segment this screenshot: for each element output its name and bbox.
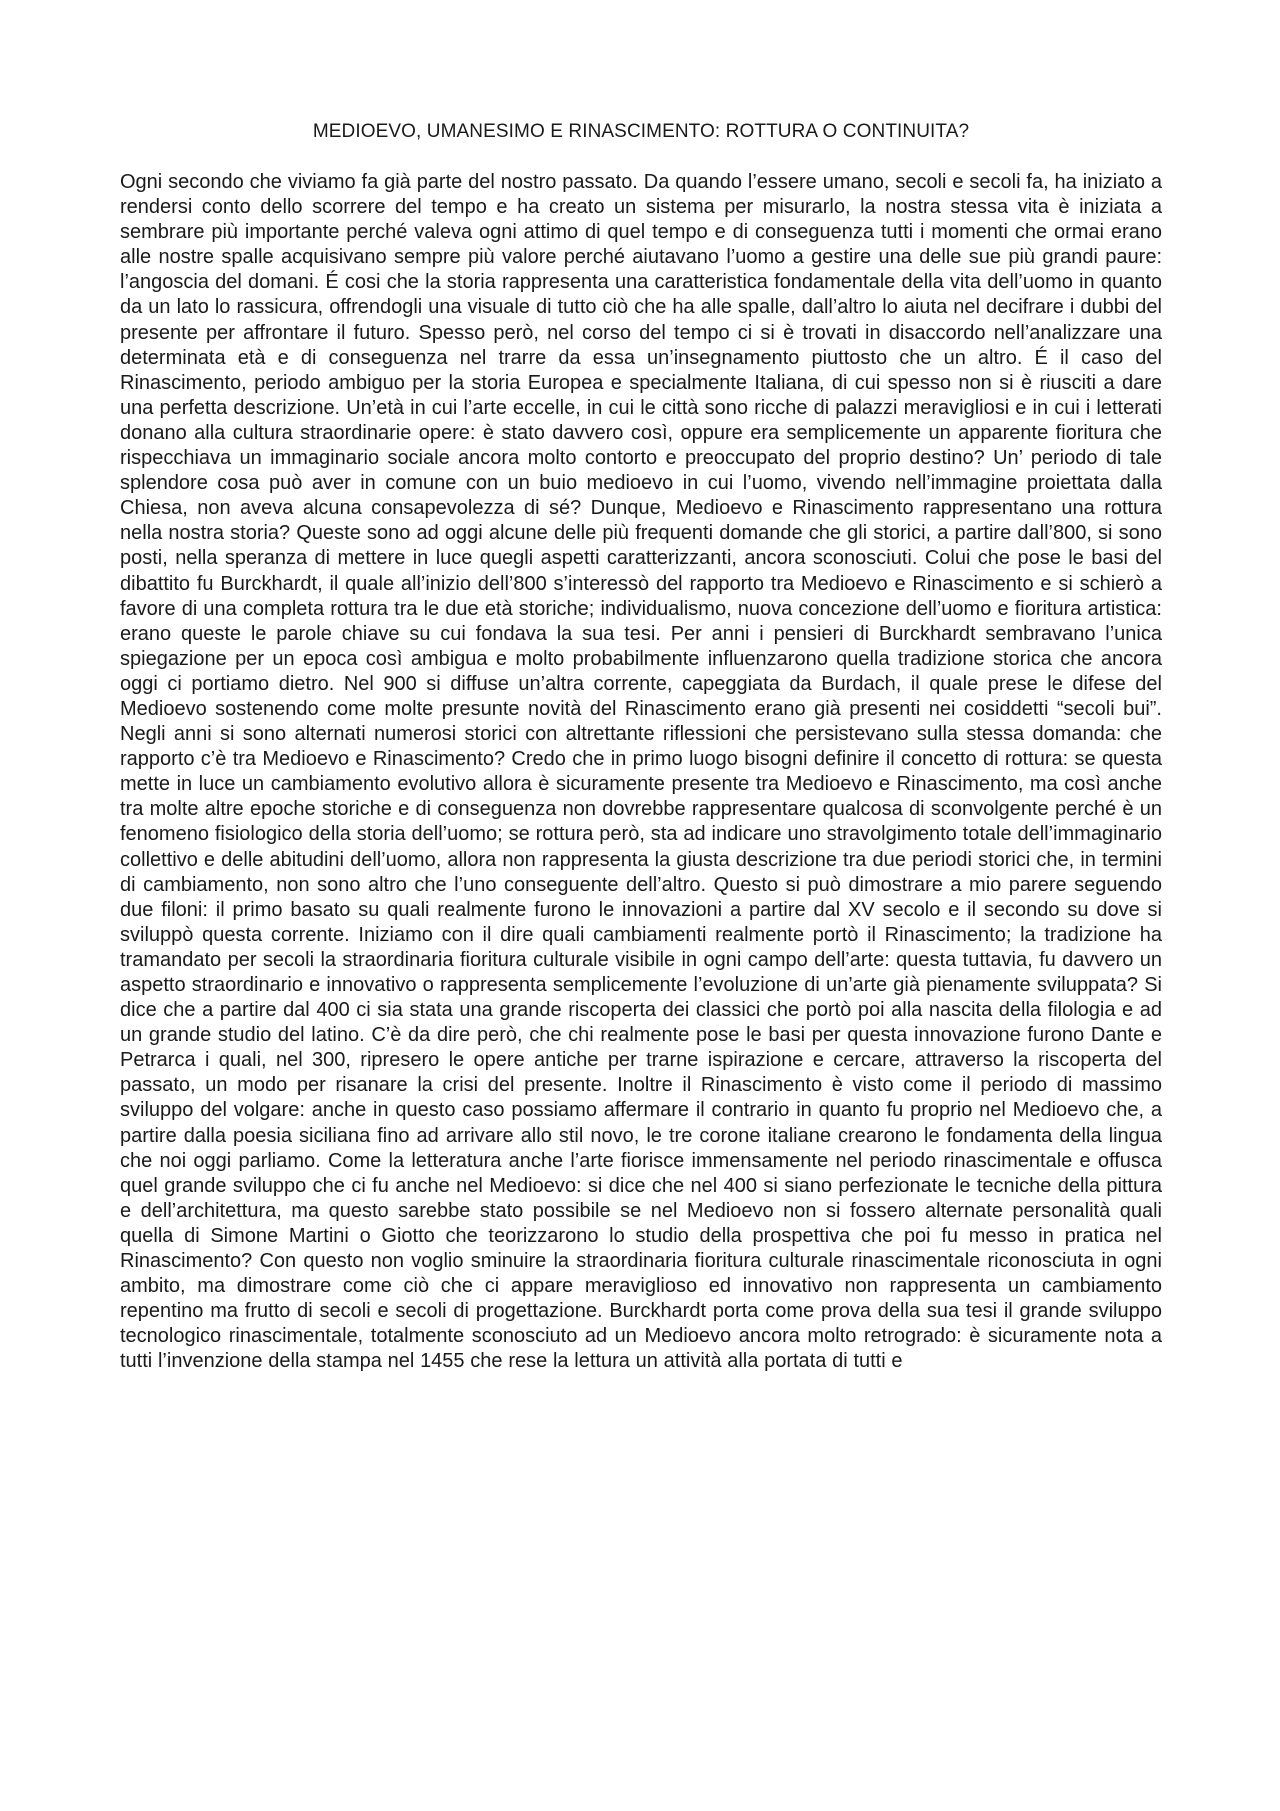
document-title: MEDIOEVO, UMANESIMO E RINASCIMENTO: ROTTURA O CONTINUITA?	[312, 121, 970, 142]
document-body-paragraph: Ogni secondo che viviamo fa già parte del nostro passato. Da quando l’essere umano, secoli e secoli fa, ha iniziato a rendersi conto dello scorrere del tempo e ha creato un sistema per misurarlo, la nostra stessa vita è iniziata a sembrare più importante perché valeva ogni attimo di quel tempo e di conseguenza tutti i momenti che ormai erano alle nostre spalle acquisivano sempre più valore perché aiutavano l’uomo a gestire una delle sue più grandi paure: l’angoscia del domani. É cosi che la storia rappresenta una caratteristica fondamentale della vita dell’uomo in quanto da un lato lo rassicura, offrendogli una visuale di tutto ciò che ha alle spalle, dall’altro lo aiuta nel decifrare i dubbi del presente per affrontare il futuro. Spesso però, nel corso del tempo ci si è trovati in disaccordo nell’analizzare una determinata età e di conseguenza nel trarre da essa un’insegnamento piuttosto che un altro. É il caso del Rinascimento, periodo ambiguo per la storia Europea e specialmente Italiana, di cui spesso non si è riusciti a dare una perfetta descrizione. Un’età in cui l’arte eccelle, in cui le città sono ricche di palazzi meravigliosi e in cui i letterati donano alla cultura straordinarie opere: è stato davvero così, oppure era semplicemente un apparente fioritura che rispecchiava un immaginario sociale ancora molto contorto e preoccupato del proprio destino? Un’ periodo di tale splendore cosa può aver in comune con un buio medioevo in cui l’uomo, vivendo nell’immagine proiettata dalla Chiesa, non aveva alcuna consapevolezza di sé? Dunque, Medioevo e Rinascimento rappresentano una rottura nella nostra storia? Queste sono ad oggi alcune delle più frequenti domande che gli storici, a partire dall’800, si sono posti, nella speranza di mettere in luce quegli aspetti caratterizzanti, ancora sconosciuti. Colui che pose le basi del dibattito fu Burckhardt, il quale all’inizio dell’800 s’interessò del rapporto tra Medioevo e Rinascimento e si schierò a favore di una completa rottura tra le due età storiche; individualismo, nuova concezione dell’uomo e fioritura artistica: erano queste le parole chiave su cui fondava la sua tesi. Per anni i pensieri di Burckhardt sembravano l’unica spiegazione per un epoca così ambigua e molto probabilmente influenzarono quella tradizione storica che ancora oggi ci portiamo dietro. Nel 900 si diffuse un’altra corrente, capeggiata da Burdach, il quale prese le difese del Medioevo sostenendo come molte presunte novità del Rinascimento erano già presenti nei cosiddetti “secoli bui”. Negli anni si sono alternati numerosi storici con altrettante riflessioni che persistevano sulla stessa domanda: che rapporto c’è tra Medioevo e Rinascimento? Credo che in primo luogo bisogni definire il concetto di rottura: se questa mette in luce un cambiamento evolutivo allora è sicuramente presente tra Medioevo e Rinascimento, ma così anche tra molte altre epoche storiche e di conseguenza non dovrebbe rappresentare qualcosa di sconvolgente perché è un fenomeno fisiologico della storia dell’uomo; se rottura però, sta ad indicare uno stravolgimento totale dell’immaginario collettivo e delle abitudini dell’uomo, allora non rappresenta la giusta descrizione tra due periodi storici che, in termini di cambiamento, non sono altro che l’uno conseguente dell’altro. Questo si può dimostrare a mio parere seguendo due filoni: il primo basato su quali realmente furono le innovazioni a partire dal XV secolo e il secondo su dove si sviluppò questa corrente. Iniziamo con il dire quali cambiamenti realmente portò il Rinascimento; la tradizione ha tramandato per secoli la straordinaria fioritura culturale visibile in ogni campo dell’arte: questa tuttavia, fu davvero un aspetto straordinario e innovativo o rappresenta semplicemente l’evoluzione di un’arte già pienamente sviluppata? Si dice che a partire dal 400 ci sia stata una grande riscoperta dei classici che portò poi alla nascita della filologia e ad un grande studio del latino. C’è da dire però, che chi realmente pose le basi per questa innovazione furono Dante e Petrarca i quali, nel 300, ripresero le opere antiche per trarne ispirazione e cercare, attraverso la riscoperta del passato, un modo per risanare la crisi del presente. Inoltre il Rinascimento è visto come il periodo di massimo sviluppo del volgare: anche in questo caso possiamo affermare il contrario in quanto fu proprio nel Medioevo che, a partire dalla poesia siciliana fino ad arrivare allo stil novo, le tre corone italiane crearono le fondamenta della lingua che noi oggi parliamo. Come la letteratura anche l’arte fiorisce immensamente nel periodo rinascimentale e offusca quel grande sviluppo che ci fu anche nel Medioevo: si dice che nel 400 si siano perfezionate le tecniche della pittura e dell’architettura, ma questo sarebbe stato possibile se nel Medioevo non si fossero alternate personalità quali quella di Simone Martini o Giotto che teorizzarono lo studio della prospettiva che poi fu messo in pratica nel Rinascimento? Con questo non voglio sminuire la straordinaria fioritura culturale rinascimentale riconosciuta in ogni ambito, ma dimostrare come ciò che ci appare meraviglioso ed innovativo non rappresenta un cambiamento repentino ma frutto di secoli e secoli di progettazione. Burckhardt porta come prova della sua tesi il grande sviluppo tecnologico rinascimentale, totalmente sconosciuto ad un Medioevo ancora molto retrogrado: è sicuramente nota a tutti l’invenzione della stampa nel 1455 che rese la lettura un attività alla portata di tutti e	[120, 171, 1162, 1373]
